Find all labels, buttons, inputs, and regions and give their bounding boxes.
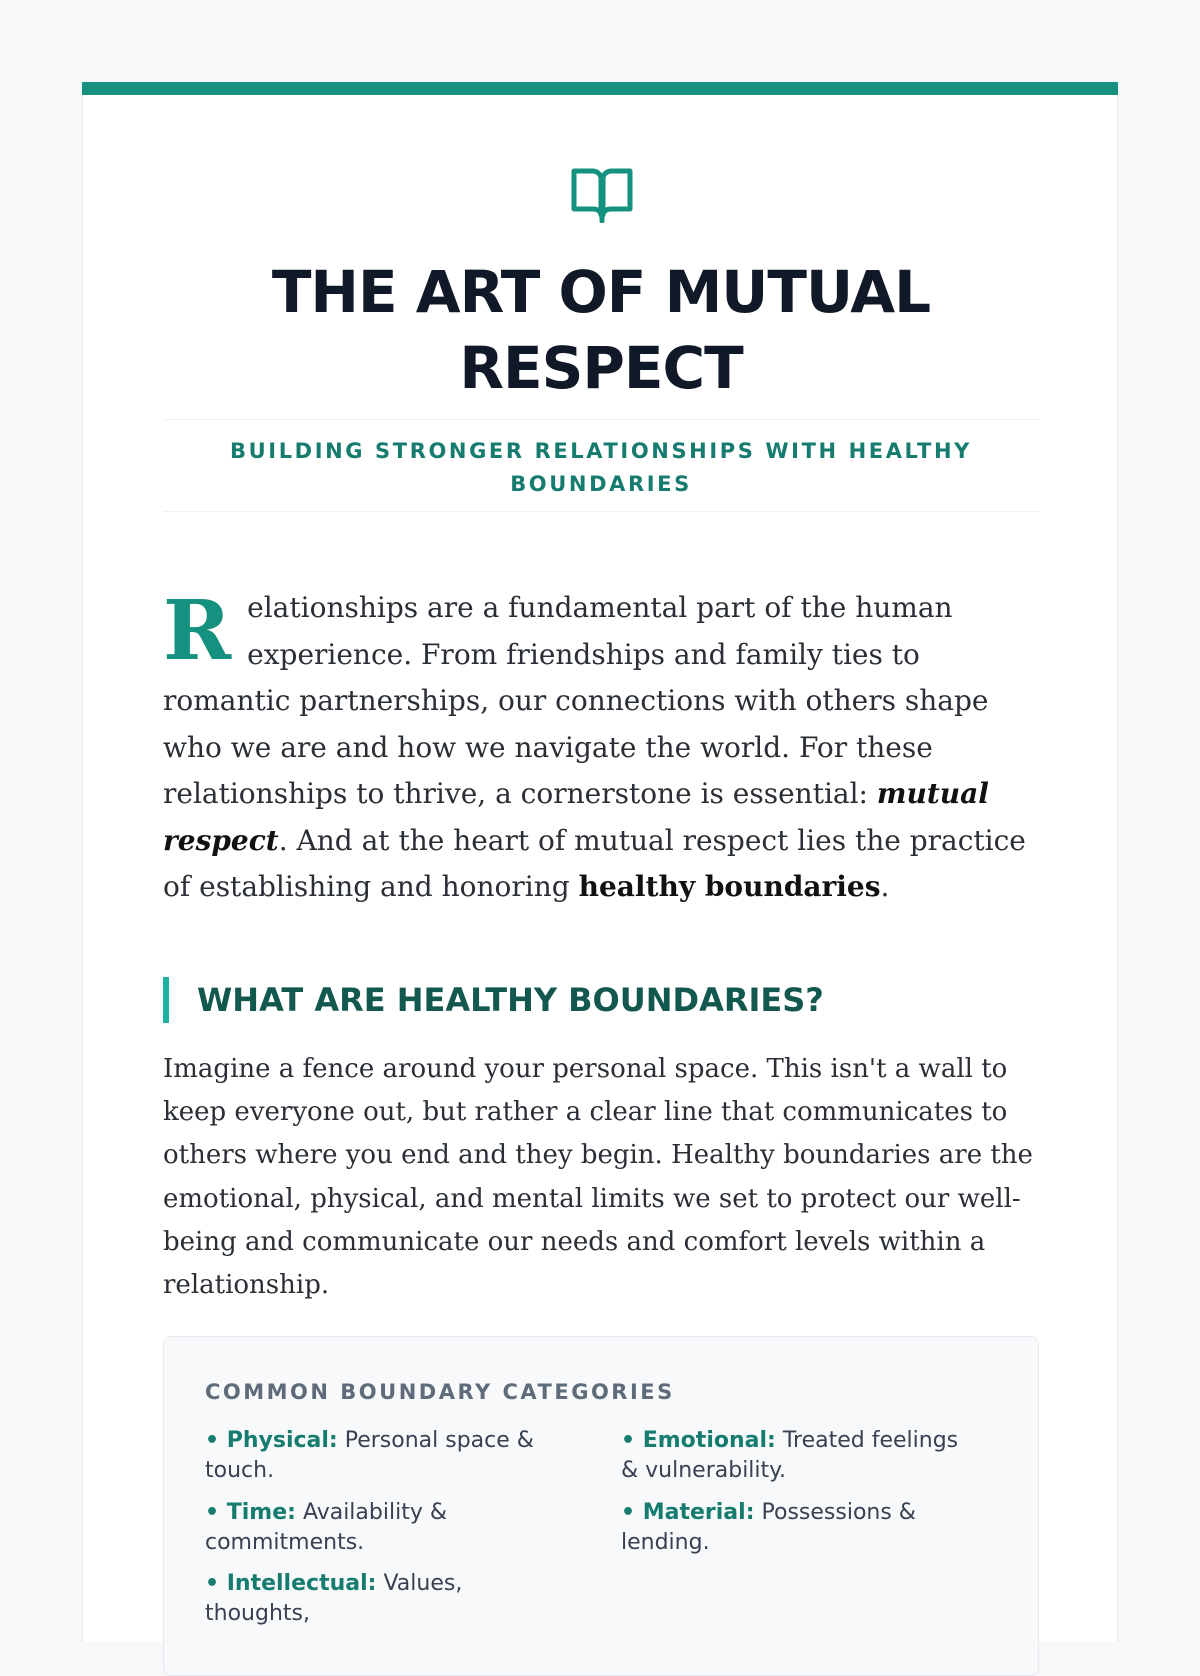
bullet: • — [205, 1571, 220, 1596]
category-name: Physical: — [226, 1428, 338, 1453]
category-item-physical — [205, 1426, 565, 1486]
article-card — [82, 82, 1118, 1642]
accent-top-bar — [82, 82, 1118, 95]
category-item-time — [205, 1498, 565, 1558]
heading-accent-bar — [163, 977, 169, 1023]
category-description: Treated feelings & vulnerability. — [621, 1428, 959, 1483]
section-body: Imagine a fence around your personal space. This isn't a wall to keep everyone out, but rather a clear line that communicates to others where you end and they begin. Healthy boundaries are the emotional, physical, and mental limits we set to protect our well-being and communicate our needs and comfort levels within a relationship. — [163, 1054, 1033, 1301]
intro-paragraph — [163, 585, 1039, 911]
intro-emphasis: mutual respect — [163, 777, 989, 857]
category-description: Values, thoughts, — [205, 1571, 463, 1626]
category-name: Emotional: — [642, 1428, 776, 1453]
bullet: • — [621, 1500, 636, 1525]
category-name: Intellectual: — [226, 1571, 377, 1596]
category-description: Personal space & touch. — [205, 1428, 534, 1483]
page-title: THE ART OF MUTUAL RESPECT — [271, 258, 931, 402]
drop-cap: R — [163, 583, 232, 679]
bullet: • — [205, 1428, 220, 1453]
section-heading-text: WHAT ARE HEALTHY BOUNDARIES? — [197, 981, 824, 1019]
page-subtitle: BUILDING STRONGER RELATIONSHIPS WITH HEALTHY BOUNDARIES — [230, 439, 972, 496]
boundary-categories-box — [163, 1336, 1039, 1676]
category-description: Availability & commitments. — [205, 1500, 448, 1555]
section-heading — [163, 977, 1039, 1023]
category-item-emotional — [621, 1426, 981, 1486]
intro-text-end: . — [880, 870, 890, 903]
bullet: • — [621, 1428, 636, 1453]
intro-text-middle: . And at the heart of mutual respect lies the practice of establishing and honoring — [163, 823, 1026, 903]
categories-title: COMMON BOUNDARY CATEGORIES — [205, 1380, 675, 1404]
category-item-material — [621, 1498, 981, 1558]
category-name: Time: — [226, 1500, 296, 1525]
open-book-icon — [570, 165, 634, 223]
bullet: • — [205, 1500, 220, 1525]
intro-text-start: elationships are a fundamental part of the human experience. From friendships and family ties to romantic partnerships, our connections with others shape who we are and how we navigate the world. For these relationships to thrive, a cornerstone is essential: — [163, 591, 989, 810]
category-description: Possessions & lending. — [621, 1500, 916, 1555]
subtitle-block — [163, 419, 1039, 512]
category-item-intellectual — [205, 1569, 565, 1629]
category-name: Material: — [642, 1500, 755, 1525]
intro-strong: healthy boundaries — [578, 870, 881, 903]
